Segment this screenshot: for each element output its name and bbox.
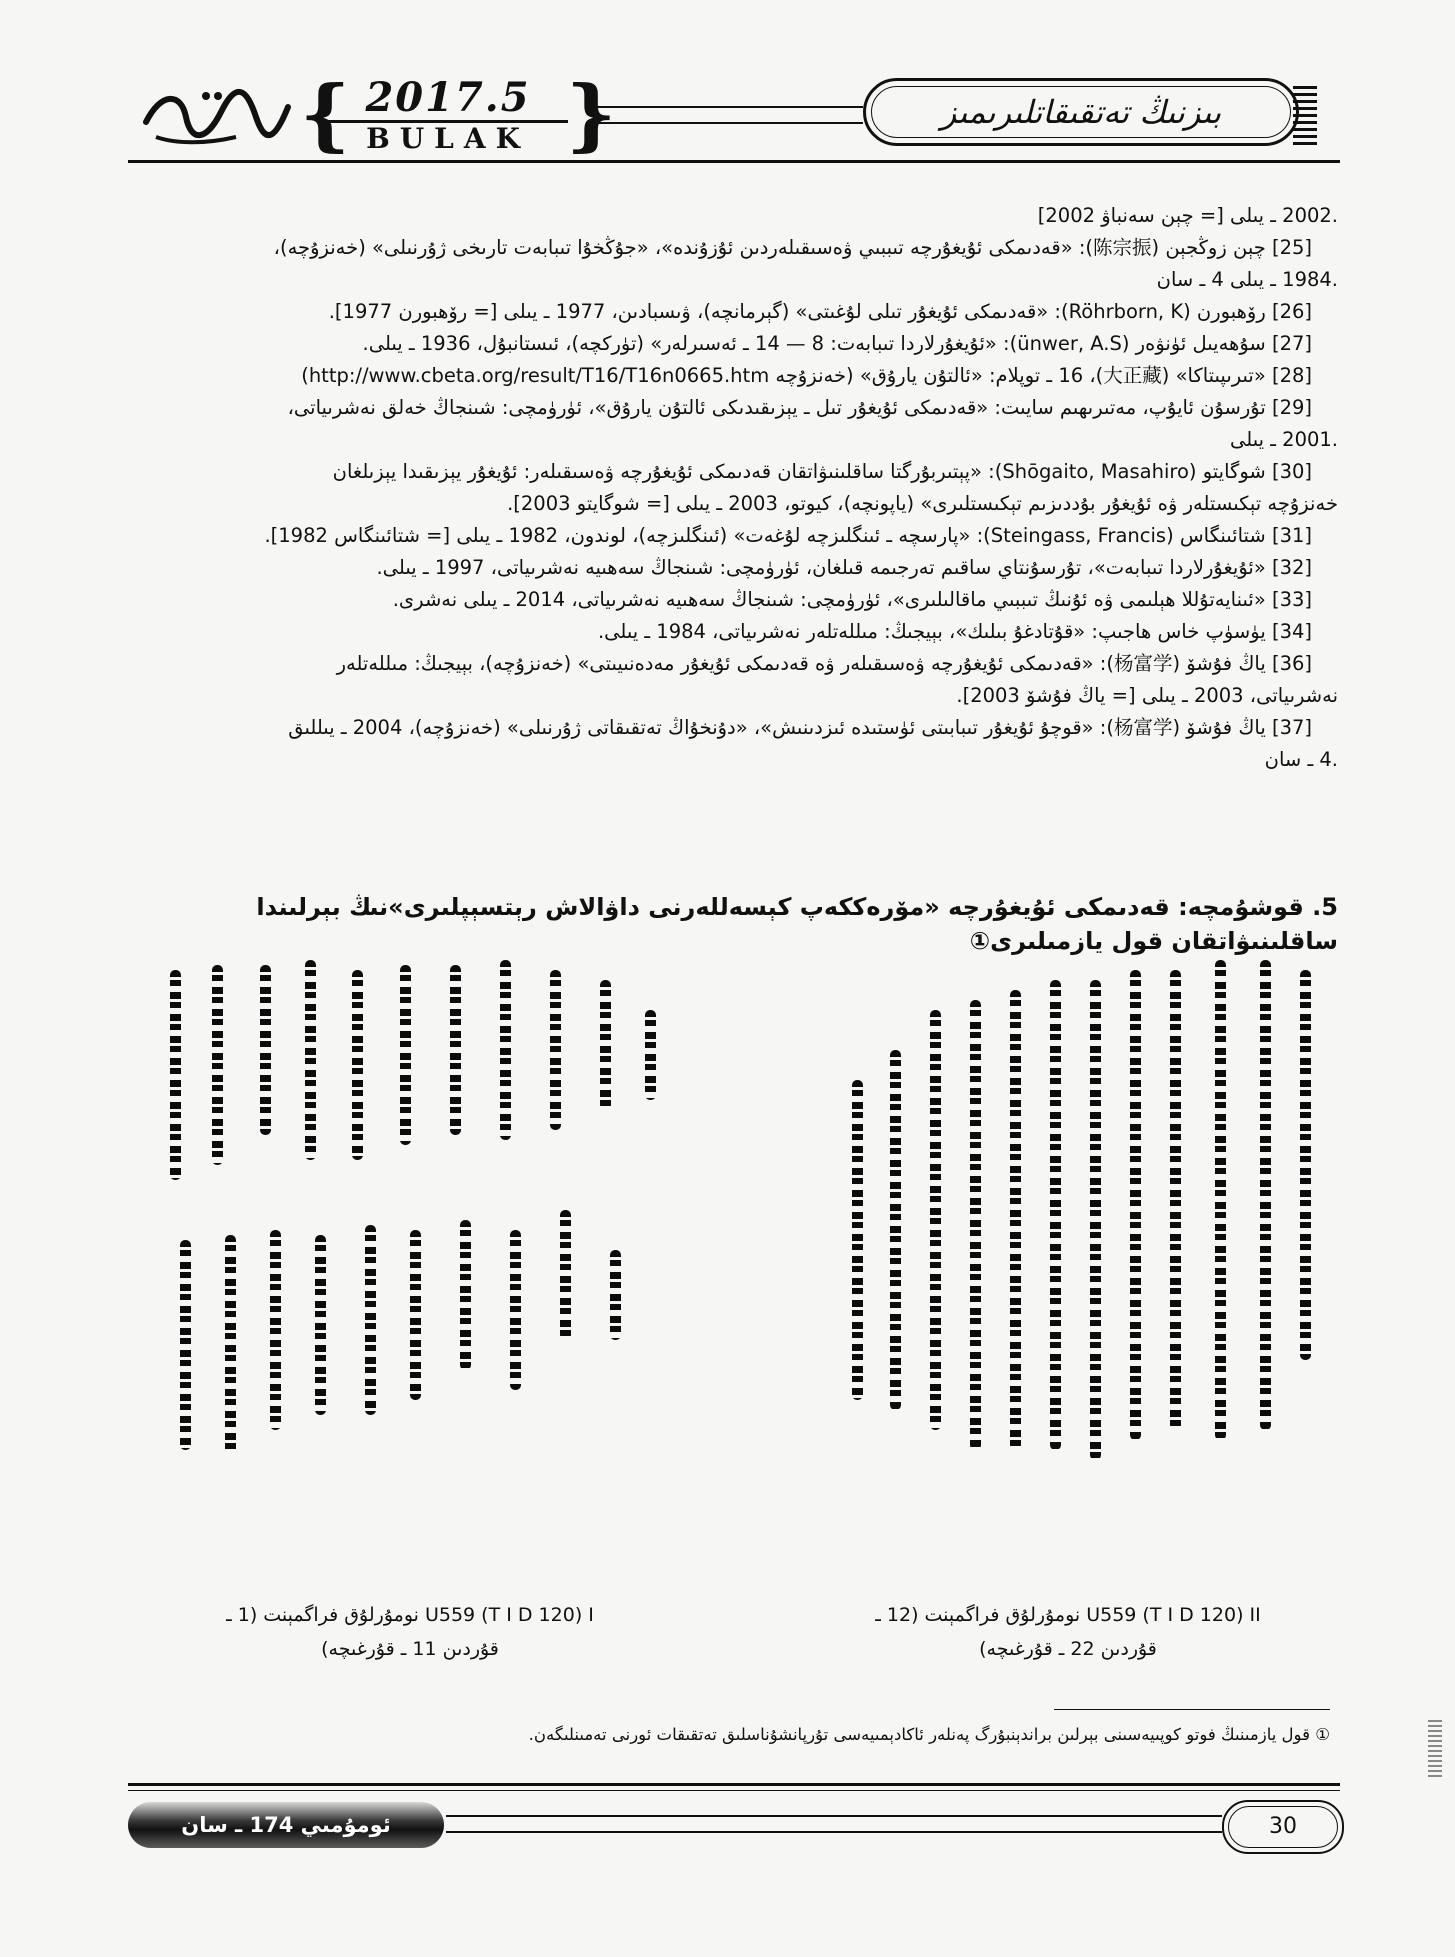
- brand-name: BULAK: [328, 120, 568, 155]
- scan-edge-mark: [1428, 1720, 1442, 1780]
- footer-rule-thin: [128, 1790, 1340, 1791]
- reference-line: .2001 ـ يىلى: [1230, 428, 1338, 451]
- manuscript-fragment-left-image: [160, 950, 660, 1510]
- reference-line: [31] شتائىنگاس (Steingass, Francis): «پارسچە ـ ئىنگلىزچە لۇغەت» (ئىنگلىزچە)، لوندون، 1982 ـ يىلى [= شتائىنگاس 1982].: [264, 524, 1312, 547]
- reference-line: .4 ـ سان: [1264, 748, 1338, 771]
- issue-box: [328, 76, 568, 154]
- manuscript-fragment-right-image: [840, 950, 1320, 1570]
- footer-rule: [128, 1783, 1340, 1786]
- reference-line: [29] تۇرسۇن ئايۇپ، مەتىرىھىم سايىت: «قەدىمكى ئۇيغۇر تىل ـ يېزىقىدىكى ئالتۇن يارۇق»، ئۈرۈمچى: شىنجاڭ خەلق نەشرىياتى،: [287, 396, 1312, 419]
- reference-line: خەنزۇچە تېكىستلەر ۋە ئۇيغۇر بۇددىزىم تېكىستلىرى» (ياپونچە)، كيوتو، 2003 ـ يىلى [= شوگايتو 2003].: [507, 492, 1338, 515]
- reference-line: [28] «تىرىپىتاكا» (大正藏)، 16 ـ توپلام: «ئالتۇن يارۇق» (خەنزۇچە http://www.cbeta.org/result/T16/T16n0665.htm): [301, 364, 1312, 387]
- reference-line: .2002 ـ يىلى [= چېن سەنباۋ 2002]: [1037, 204, 1338, 227]
- reference-line: .1984 ـ يىلى 4 ـ سان: [1156, 268, 1338, 291]
- reference-line: [37] ياڭ فۇشۆ (杨富学): «قوچۇ ئۇيغۇر تىبابىتى ئۈستىدە ئىزدىنىش»، «دۇنخۇاڭ تەتقىقاتى ژۇرنىلى» (خەنزۇچە)، 2004 ـ يىللىق: [288, 716, 1312, 739]
- header-stripes: [1293, 86, 1317, 148]
- reference-line: [34] يۈسۈپ خاس ھاجىپ: «قۇتادغۇ بىلىك»، بېيجىڭ: مىللەتلەر نەشرىياتى، 1984 ـ يىلى.: [597, 620, 1312, 643]
- header-rule-lines: [588, 106, 863, 124]
- appendix-heading: 5. قوشۇمچە: قەدىمكى ئۇيغۇرچە «مۆرەككەپ كېسەللەرنى داۋالاش رېتسېپلىرى»نىڭ بېرلىندا ساقلىنىۋاتقان قول يازمىلىرى①: [256, 893, 1338, 955]
- reference-line: [36] ياڭ فۇشۆ (杨富学): «قەدىمكى ئۇيغۇرچە ۋەسىقىلەر ۋە قەدىمكى ئۇيغۇر مەدەنىيىتى» (خەنزۇچە)، بېيجىڭ: مىللەتلەر: [336, 652, 1312, 675]
- issue-badge: ئومۇمىي 174 ـ سان: [128, 1802, 444, 1848]
- page-number-oval: [1222, 1800, 1344, 1854]
- left-brace: {: [300, 69, 351, 160]
- footnote-rule: [1054, 1709, 1330, 1710]
- reference-line: [32] «ئۇيغۇرلاردا تىبابەت»، تۇرسۇنتاي ساقىم تەرجىمە قىلغان، ئۈرۈمچى: شىنجاڭ سەھىيە نەشرىياتى، 1997 ـ يىلى.: [376, 556, 1312, 579]
- page-number: 30: [1269, 1814, 1297, 1839]
- caption-line: U559 (T I D 120) II نومۇرلۇق فراگمېنت (12 ـ: [875, 1604, 1261, 1626]
- reference-line: [33] «ئىنايەتۇللا ھېلىمى ۋە ئۇنىڭ تىببىي ماقالىلىرى»، ئۈرۈمچى: شىنجاڭ سەھىيە نەشرىياتى، 2014 ـ يىلى نەشرى.: [392, 588, 1312, 611]
- right-fragment-caption: [808, 1598, 1328, 1666]
- reference-line: نەشرىياتى، 2003 ـ يىلى [= ياڭ فۇشۆ 2003].: [956, 684, 1338, 707]
- caption-line: قۇردىن 22 ـ قۇرغىچە): [979, 1638, 1157, 1660]
- reference-line: [27] سۇھەيىل ئۈنۋەر (ünwer, A.S): «ئۇيغۇرلاردا تىبابەت: 8 — 14 ـ ئەسىرلەر» (تۈركچە)، ئىستانبۇل، 1936 ـ يىلى.: [362, 332, 1312, 355]
- masthead: [128, 69, 1340, 168]
- section-title: بىزنىڭ تەتقىقاتلىرىمىز: [940, 93, 1222, 131]
- bulak-script-logo: [136, 82, 296, 152]
- left-fragment-caption: [150, 1598, 670, 1666]
- footnote: ① قول يازمىنىڭ فوتو كوپىيەسىنى بېرلىن براندېنبۇرگ پەنلەر ئاكادېمىيەسى تۇرپانشۇناسلىق تەتقىقات ئورنى تەمىنلىگەن.: [528, 1725, 1330, 1744]
- header-rule: [128, 160, 1340, 163]
- section-title-oval: [863, 78, 1299, 146]
- footer-rule-lines: [446, 1815, 1222, 1833]
- reference-line: [30] شوگايتو (Shōgaito, Masahiro): «پېتىربۇرگتا ساقلىنىۋاتقان قەدىمكى ئۇيغۇرچە ۋەسىقىلەر: ئۇيغۇر يېزىقىدا يېزىلغان: [332, 460, 1312, 483]
- reference-list: [138, 200, 1338, 776]
- right-brace: }: [566, 69, 617, 160]
- year-issue: 2017.5: [365, 74, 531, 121]
- reference-line: [26] رۆھبورن (Röhrborn, K): «قەدىمكى ئۇيغۇر تىلى لۇغىتى» (گېرمانچە)، ۋىسبادىن، 1977 ـ يىلى [= رۆھبورن 1977].: [328, 300, 1312, 323]
- reference-line: [25] چېن زوڭجېن (陈宗振): «قەدىمكى ئۇيغۇرچە تىببىي ۋەسىقىلەردىن ئۇزۇندە»، «جۇڭخۇا تىبابەت تارىخى ژۇرنىلى» (خەنزۇچە)،: [273, 236, 1312, 259]
- caption-line: قۇردىن 11 ـ قۇرغىچە): [321, 1638, 499, 1660]
- caption-line: U559 (T I D 120) I نومۇرلۇق فراگمېنت (1 ـ: [226, 1604, 594, 1626]
